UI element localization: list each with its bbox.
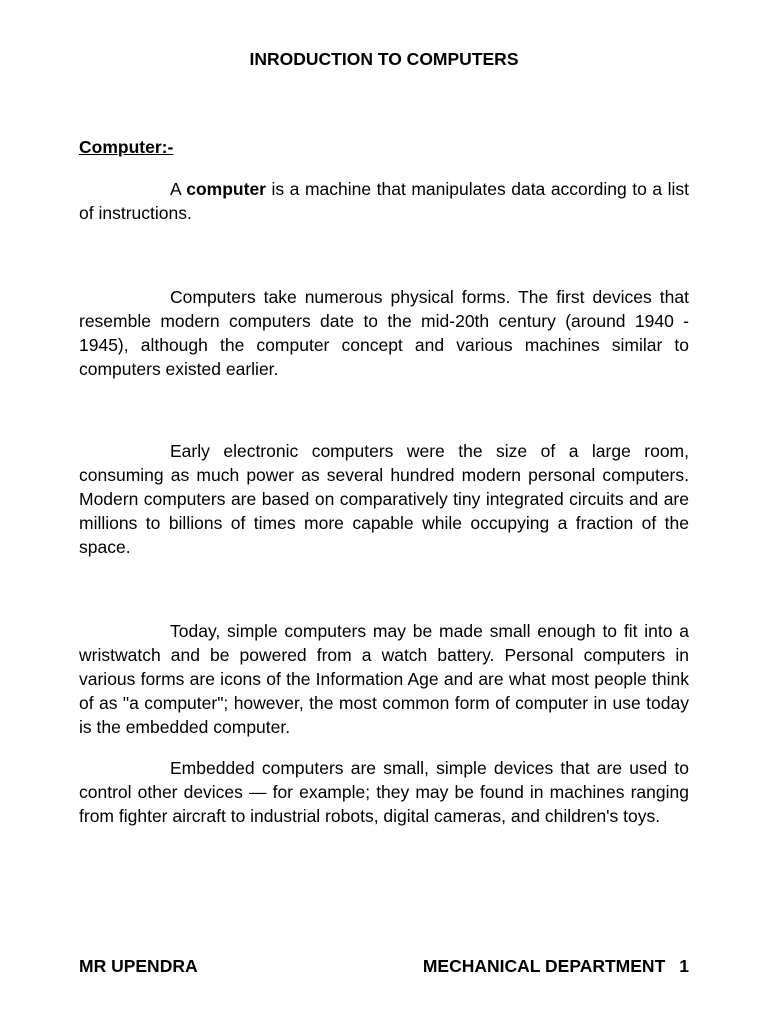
bold-term: computer <box>186 179 266 199</box>
paragraph-early-computers: Early electronic computers were the size of a large room, consuming as much power as several hundred modern personal computers. Modern computers are based on comparatively tiny integrated circuits and are millions to billions of times more capable while occupying a fraction of the space. <box>79 441 689 557</box>
paragraph-today: Today, simple computers may be made small enough to fit into a wristwatch and be powered from a watch battery. Personal computers in various forms are icons of the Information Age and are what most people think of as "a computer"; however, the most common form of computer in use today is the embedded computer. <box>79 621 689 737</box>
footer-department-group <box>423 955 689 977</box>
paragraph-definition <box>79 177 689 225</box>
section-heading: Computer:- <box>79 137 174 157</box>
footer-department: MECHANICAL DEPARTMENT <box>422 956 666 976</box>
paragraph-physical-forms: Computers take numerous physical forms. The first devices that resemble modern computers date to the mid-20th century (around 1940 - 1945), although the computer concept and various machines similar to computers existed earlier. <box>79 287 689 379</box>
paragraph-rest: is a machine that manipulates data according to a list of instructions. <box>79 179 690 223</box>
footer-author: MR UPENDRA <box>79 956 198 976</box>
paragraph-embedded: Embedded computers are small, simple devices that are used to control other devices — for example; they may be found in machines ranging from fighter aircraft to industrial robots, digital cameras, and children's toys. <box>79 758 689 826</box>
page-title: INRODUCTION TO COMPUTERS <box>249 49 519 69</box>
paragraph-lead: A <box>170 179 187 199</box>
page-footer <box>79 955 689 977</box>
page-number: 1 <box>679 956 689 976</box>
